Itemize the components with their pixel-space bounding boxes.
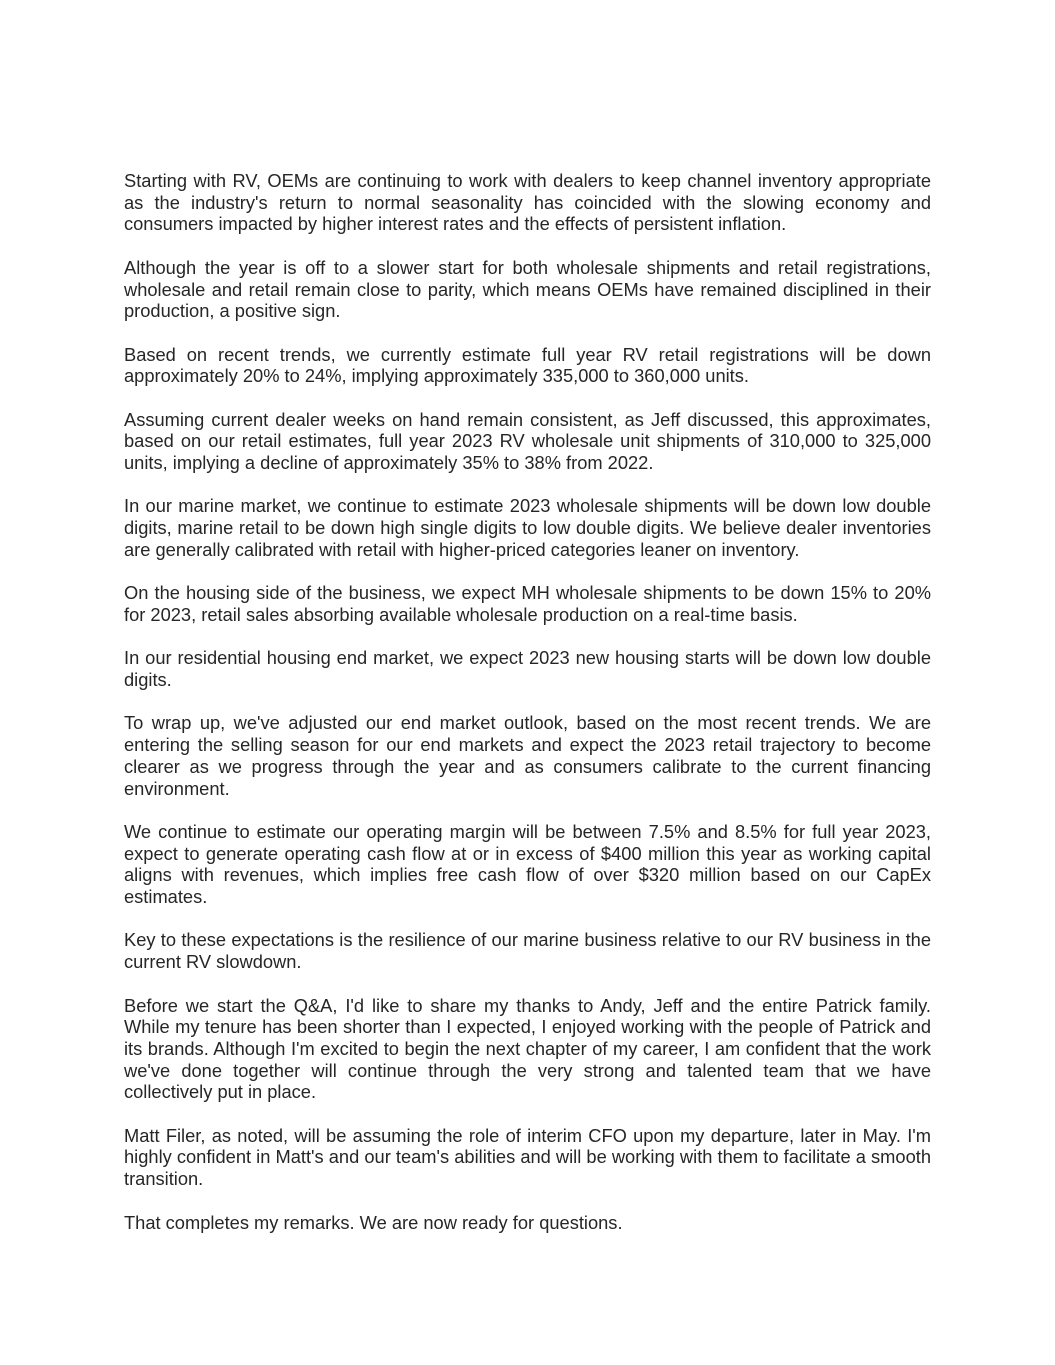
paragraph-wrap-up: To wrap up, we've adjusted our end market outlook, based on the most recent trends. We are entering the selling season for our end markets and expect the 2023 retail trajectory to become clearer as we progress through the year and as consumers calibrate to the current financing environment.	[124, 712, 931, 799]
paragraph-wholesale-retail-parity: Although the year is off to a slower start for both wholesale shipments and retail registrations, wholesale and retail remain close to parity, which means OEMs have remained disciplined in their production, a positive sign.	[124, 256, 931, 322]
paragraph-interim-cfo: Matt Filer, as noted, will be assuming the role of interim CFO upon my departure, later in May. I'm highly confident in Matt's and our team's abilities and will be working with them to facilitate a smooth transition.	[124, 1124, 931, 1190]
paragraph-thanks: Before we start the Q&A, I'd like to share my thanks to Andy, Jeff and the entire Patrick family. While my tenure has been shorter than I expected, I enjoyed working with the people of Patrick and its brands. Although I'm excited to begin the next chapter of my career, I am confident that the work we've done together will continue through the very strong and talented team that we have collectively put in place.	[124, 994, 931, 1103]
paragraph-rv-retail-estimate: Based on recent trends, we currently estimate full year RV retail registrations will be down approximately 20% to 24%, implying approximately 335,000 to 360,000 units.	[124, 343, 931, 387]
paragraph-marine-resilience: Key to these expectations is the resilience of our marine business relative to our RV business in the current RV slowdown.	[124, 929, 931, 973]
paragraph-rv-wholesale-estimate: Assuming current dealer weeks on hand remain consistent, as Jeff discussed, this approximates, based on our retail estimates, full year 2023 RV wholesale unit shipments of 310,000 to 325,000 units, implying a decline of approximately 35% to 38% from 2022.	[124, 408, 931, 474]
paragraph-closing: That completes my remarks. We are now ready for questions.	[124, 1211, 623, 1233]
paragraph-residential-housing: In our residential housing end market, we expect 2023 new housing starts will be down low double digits.	[124, 647, 931, 691]
paragraph-operating-margin: We continue to estimate our operating margin will be between 7.5% and 8.5% for full year 2023, expect to generate operating cash flow at or in excess of $400 million this year as working capital aligns with revenues, which implies free cash flow of over $320 million based on our CapEx estimates.	[124, 820, 931, 908]
paragraph-housing-mh: On the housing side of the business, we expect MH wholesale shipments to be down 15% to 20% for 2023, retail sales absorbing available wholesale production on a real-time basis.	[124, 582, 931, 625]
paragraph-rv-channel-inventory: Starting with RV, OEMs are continuing to work with dealers to keep channel inventory appropriate as the industry's return to normal seasonality has coincided with the slowing economy and consumers impacted by higher interest rates and the effects of persistent inflation.	[124, 170, 931, 235]
paragraph-marine-market: In our marine market, we continue to estimate 2023 wholesale shipments will be down low double digits, marine retail to be down high single digits to low double digits. We believe dealer inventories are generally calibrated with retail with higher-priced categories leaner on inventory.	[124, 495, 931, 560]
document-body	[124, 170, 931, 1255]
